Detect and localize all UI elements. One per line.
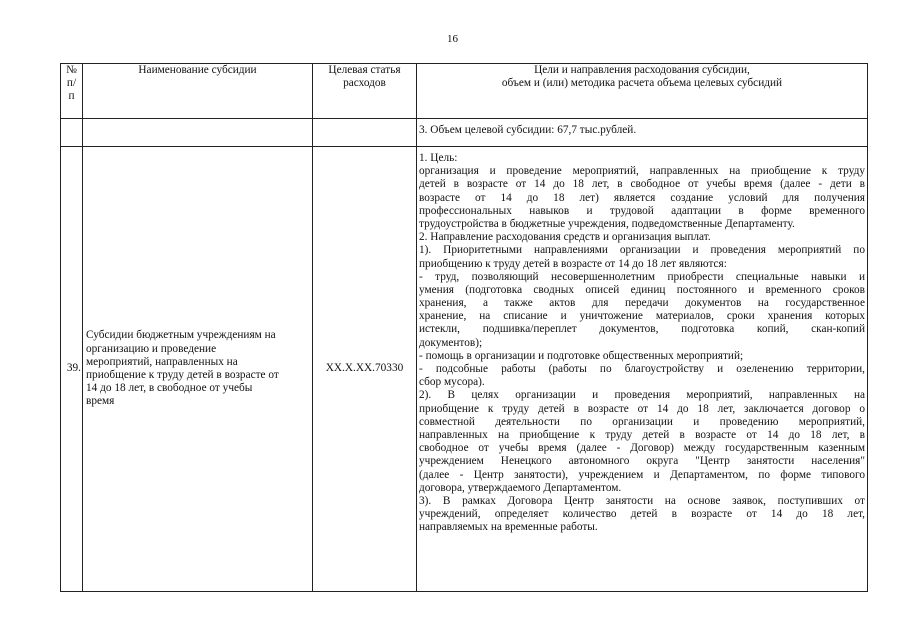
goals-line: приобщению к труду детей в возрасте от 14 до 18 лет являются: xyxy=(419,257,727,270)
subsidy-table xyxy=(60,63,868,592)
goals-line: документов); xyxy=(419,336,483,349)
cell-empty-number xyxy=(61,119,83,147)
cell-subsidy-name xyxy=(83,147,313,592)
goals-line: организация и проведение мероприятий, направленных на приобщение к труду xyxy=(419,165,865,178)
subsidy-name-line: время xyxy=(86,395,115,408)
table-row xyxy=(61,147,868,592)
goals-line: направленных на приобщение к труду детей в возрасте от 14 до 18 лет, в xyxy=(419,428,865,441)
goals-line: 2). В целях организации и проведения мероприятий, направленных на xyxy=(419,389,865,402)
header-goals-line: Цели и направления расходования субсидии, xyxy=(534,64,750,76)
subsidy-name-line: организацию и проведение xyxy=(86,342,217,355)
goals-line: - помощь в организации и подготовке общественных мероприятий; xyxy=(419,349,744,362)
goals-line: 2. Направление расходования средств и организация выплат. xyxy=(419,231,711,244)
goals-line: умения (подготовка сводных описей единиц постоянного и временного сроков xyxy=(419,283,865,296)
goals-line: трудоустройства в бюджетные учреждения, подведомственные Департаменту. xyxy=(419,217,795,230)
header-goals-line: объем и (или) методика расчета объема целевых субсидий xyxy=(501,77,783,90)
goals-line: хранения, а также актов для передачи документов на государственное xyxy=(419,297,865,310)
goals-line: - подсобные работы (работы по благоустройству и озеленению территории, xyxy=(419,363,865,375)
header-article-line: расходов xyxy=(343,77,386,90)
goals-line: 1. Цель: xyxy=(419,152,458,164)
header-number-line: п xyxy=(68,90,75,103)
header-goals xyxy=(417,64,868,119)
goals-line: учреждением Ненецкого автономного округа "Центр занятости населения" xyxy=(419,455,865,468)
goals-line: совместной деятельности по организации и проведению мероприятий, xyxy=(419,415,865,428)
goals-line: 1). Приоритетными направлениями организации и проведения мероприятий по xyxy=(419,244,865,257)
cell-goals-description xyxy=(417,147,868,592)
subsidy-name-line: Субсидии бюджетным учреждениям на xyxy=(86,329,276,342)
goals-line: договора, утверждаемого Департаментом. xyxy=(419,481,622,494)
header-number-line: п/ xyxy=(66,77,77,90)
table-row-continuation xyxy=(61,119,868,147)
header-subsidy-name: Наименование субсидии xyxy=(83,64,313,119)
goals-line: возрасте от 14 до 18 лет) является создание условий для получения xyxy=(419,191,865,204)
goals-line: - труд, позволяющий несовершеннолетним приобрести специальные навыки и xyxy=(419,270,865,283)
cell-empty-name xyxy=(83,119,313,147)
cell-row-number: 39. xyxy=(61,147,83,592)
cell-target-article: XX.X.XX.70330 xyxy=(313,147,417,592)
goals-line: (далее - Центр занятости), учреждением и Департаментом, по форме типового xyxy=(419,468,865,481)
goals-line: свободное от учебы время (далее - Договор) между государственным казенным xyxy=(419,442,865,455)
table-header-row xyxy=(61,64,868,119)
subsidy-name-line: приобщение к труду детей в возрасте от xyxy=(86,369,279,381)
subsidy-name-line: 14 до 18 лет, в свободное от учебы xyxy=(86,382,253,395)
subsidy-name-line: мероприятий, направленных на xyxy=(86,355,238,368)
goals-line: хранение, на списание и уничтожение материалов, сроки хранения которых xyxy=(419,310,865,323)
goals-line: детей в возрасте от 14 до 18 лет, в свободное от учебы время (далее - дети в xyxy=(419,178,865,191)
goals-line: учреждений, определяет количество детей в возрасте от 14 до 18 лет, xyxy=(419,508,865,521)
header-number-line: № xyxy=(66,64,77,76)
cell-empty-article xyxy=(313,119,417,147)
goals-line: сбор мусора). xyxy=(419,376,485,389)
cell-subsidy-volume: 3. Объем целевой субсидии: 67,7 тыс.рублей. xyxy=(417,119,868,147)
header-number xyxy=(61,64,83,119)
goals-line: 3). В рамках Договора Центр занятости на основе заявок, поступивших от xyxy=(419,494,865,507)
goals-line: направляемых на временные работы. xyxy=(419,521,598,534)
goals-line: профессиональных навыков и трудовой адаптации в форме временного xyxy=(419,204,865,217)
page-number: 16 xyxy=(447,33,458,45)
goals-line: истекли, подшивка/переплет документов, подготовка копий, скан-копий xyxy=(419,323,865,336)
goals-line: приобщение к труду детей в возрасте от 14 до 18 лет, заключается договор о xyxy=(419,402,865,415)
header-article-line: Целевая статья xyxy=(328,64,401,76)
header-target-article xyxy=(313,64,417,119)
